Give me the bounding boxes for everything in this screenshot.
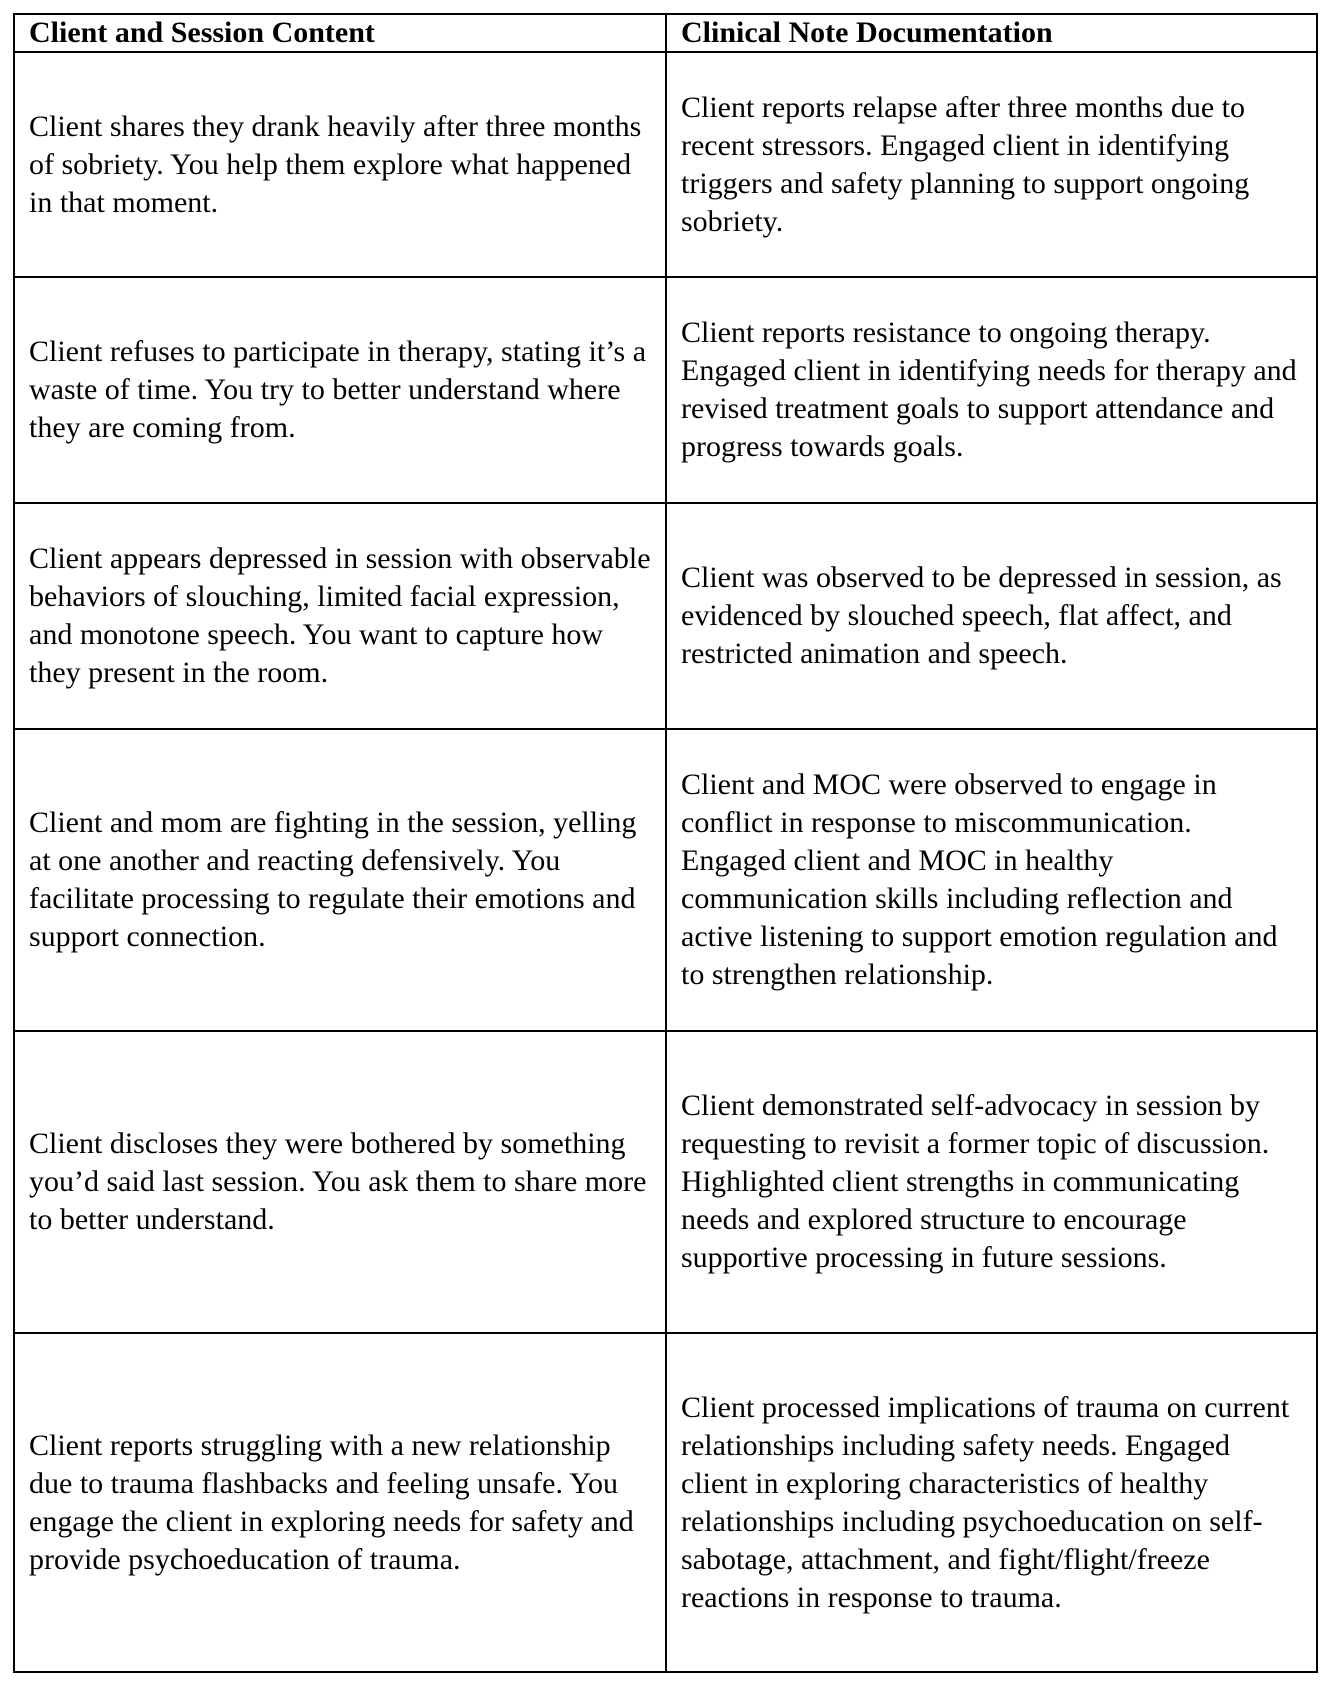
session-content-cell: Client shares they drank heavily after three months of sobriety. You help them explore what happened in that moment. — [14, 52, 666, 277]
table-row — [14, 1031, 1317, 1333]
note-documentation-cell: Client processed implications of trauma on current relationships including safety needs. Engaged client in exploring characteristics of healthy relationships including psychoeducation on self-sabotage, attachment, and fight/flight/freeze reactions in response to trauma. — [666, 1333, 1317, 1672]
table-row — [14, 503, 1317, 729]
note-documentation-cell: Client was observed to be depressed in session, as evidenced by slouched speech, flat affect, and restricted animation and speech. — [666, 503, 1317, 729]
note-documentation-cell: Client demonstrated self-advocacy in session by requesting to revisit a former topic of discussion. Highlighted client strengths in communicating needs and explored structure to encourage supportive processing in future sessions. — [666, 1031, 1317, 1333]
session-content-cell: Client and mom are fighting in the session, yelling at one another and reacting defensively. You facilitate processing to regulate their emotions and support connection. — [14, 729, 666, 1031]
table-row — [14, 52, 1317, 277]
session-content-cell: Client discloses they were bothered by something you’d said last session. You ask them to share more to better understand. — [14, 1031, 666, 1333]
session-content-cell: Client refuses to participate in therapy, stating it’s a waste of time. You try to better understand where they are coming from. — [14, 277, 666, 503]
session-content-cell: Client reports struggling with a new relationship due to trauma flashbacks and feeling unsafe. You engage the client in exploring needs for safety and provide psychoeducation of trauma. — [14, 1333, 666, 1672]
session-content-cell: Client appears depressed in session with observable behaviors of slouching, limited facial expression, and monotone speech. You want to capture how they present in the room. — [14, 503, 666, 729]
note-documentation-cell: Client reports relapse after three months due to recent stressors. Engaged client in identifying triggers and safety planning to support ongoing sobriety. — [666, 52, 1317, 277]
clinical-notes-table — [13, 13, 1318, 1673]
header-row — [14, 14, 1317, 52]
note-documentation-cell: Client and MOC were observed to engage in conflict in response to miscommunication. Engaged client and MOC in healthy communication skills including reflection and active listening to support emotion regulation and to strengthen relationship. — [666, 729, 1317, 1031]
note-documentation-cell: Client reports resistance to ongoing therapy. Engaged client in identifying needs for therapy and revised treatment goals to support attendance and progress towards goals. — [666, 277, 1317, 503]
table-row — [14, 729, 1317, 1031]
table-row — [14, 277, 1317, 503]
header-client-session-content: Client and Session Content — [14, 14, 666, 52]
table-row — [14, 1333, 1317, 1672]
header-clinical-note-documentation: Clinical Note Documentation — [666, 14, 1317, 52]
